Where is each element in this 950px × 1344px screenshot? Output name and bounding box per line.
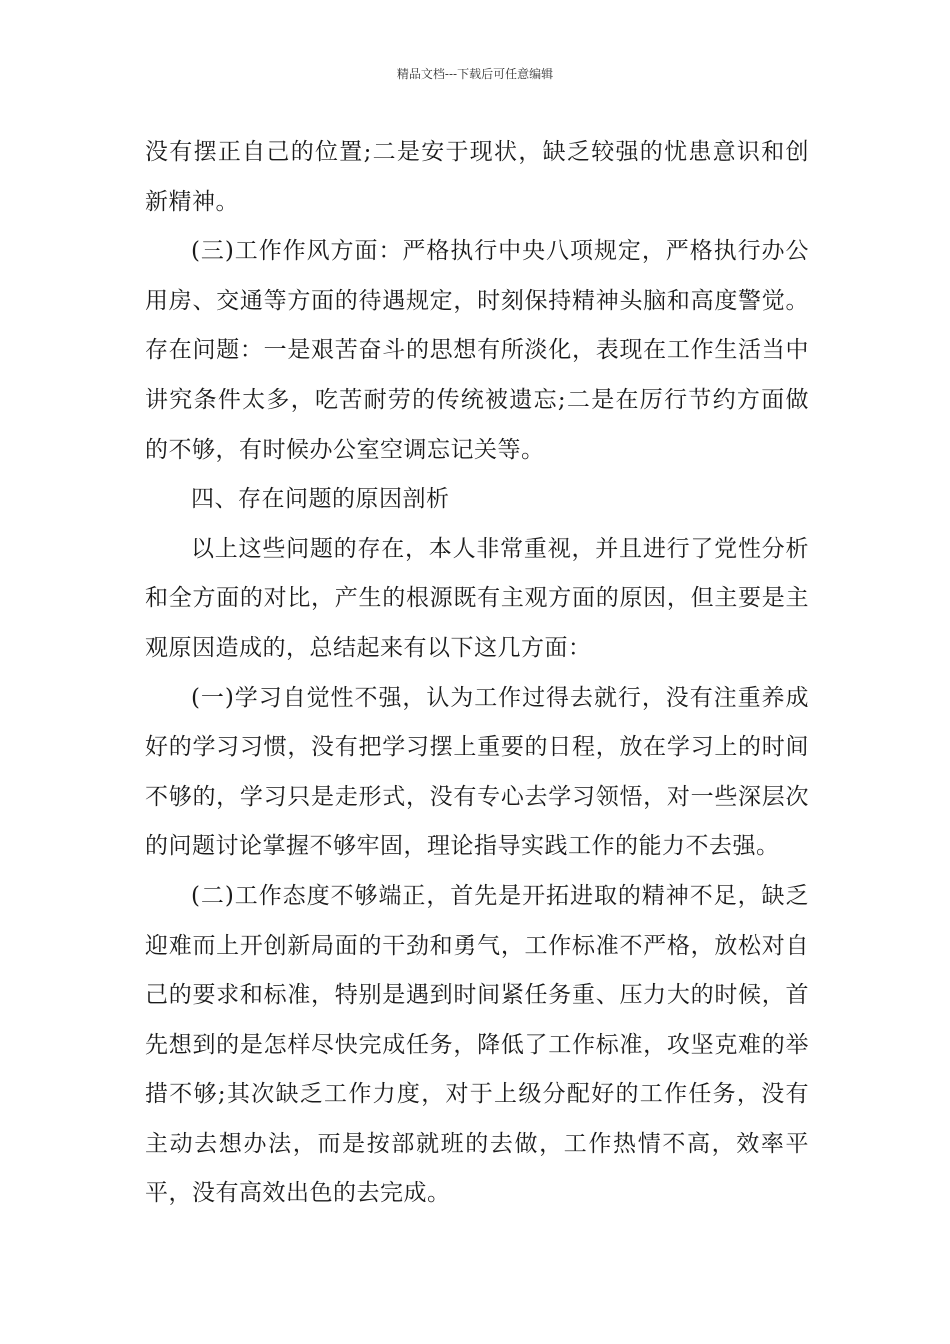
paragraph-4: (一)学习自觉性不强，认为工作过得去就行，没有注重养成好的学习习惯，没有把学习摆上重要的日程，放在学习上的时间不够的，学习只是走形式，没有专心去学习领悟，对一些深层次的问题讨论掌握不够牢固，理论指导实践工作的能力不去强。 bbox=[145, 684, 809, 860]
paragraph-1: 没有摆正自己的位置;二是安于现状，缺乏较强的忧患意识和创新精神。 bbox=[145, 139, 809, 215]
page-header: 精品文档---下载后可任意编辑 bbox=[396, 67, 554, 81]
document-body bbox=[145, 128, 809, 1219]
paragraph-2: (三)工作作风方面：严格执行中央八项规定，严格执行办公用房、交通等方面的待遇规定，时刻保持精神头脑和高度警觉。存在问题：一是艰苦奋斗的思想有所淡化，表现在工作生活当中讲究条件太多，吃苦耐劳的传统被遗忘;二是在厉行节约方面做的不够，有时候办公室空调忘记关等。 bbox=[145, 238, 809, 463]
section-heading-4: 四、存在问题的原因剖析 bbox=[191, 486, 450, 513]
paragraph-5: (二)工作态度不够端正，首先是开拓进取的精神不足，缺乏迎难而上开创新局面的干劲和勇气，工作标准不严格，放松对自己的要求和标准，特别是遇到时间紧任务重、压力大的时候，首先想到的是怎样尽快完成任务，降低了工作标准，攻坚克难的举措不够;其次缺乏工作力度，对于上级分配好的工作任务，没有主动去想办法，而是按部就班的去做，工作热情不高，效率平平，没有高效出色的去完成。 bbox=[145, 882, 809, 1207]
paragraph-3: 以上这些问题的存在，本人非常重视，并且进行了党性分析和全方面的对比，产生的根源既有主观方面的原因，但主要是主观原因造成的，总结起来有以下这几方面： bbox=[145, 535, 809, 661]
